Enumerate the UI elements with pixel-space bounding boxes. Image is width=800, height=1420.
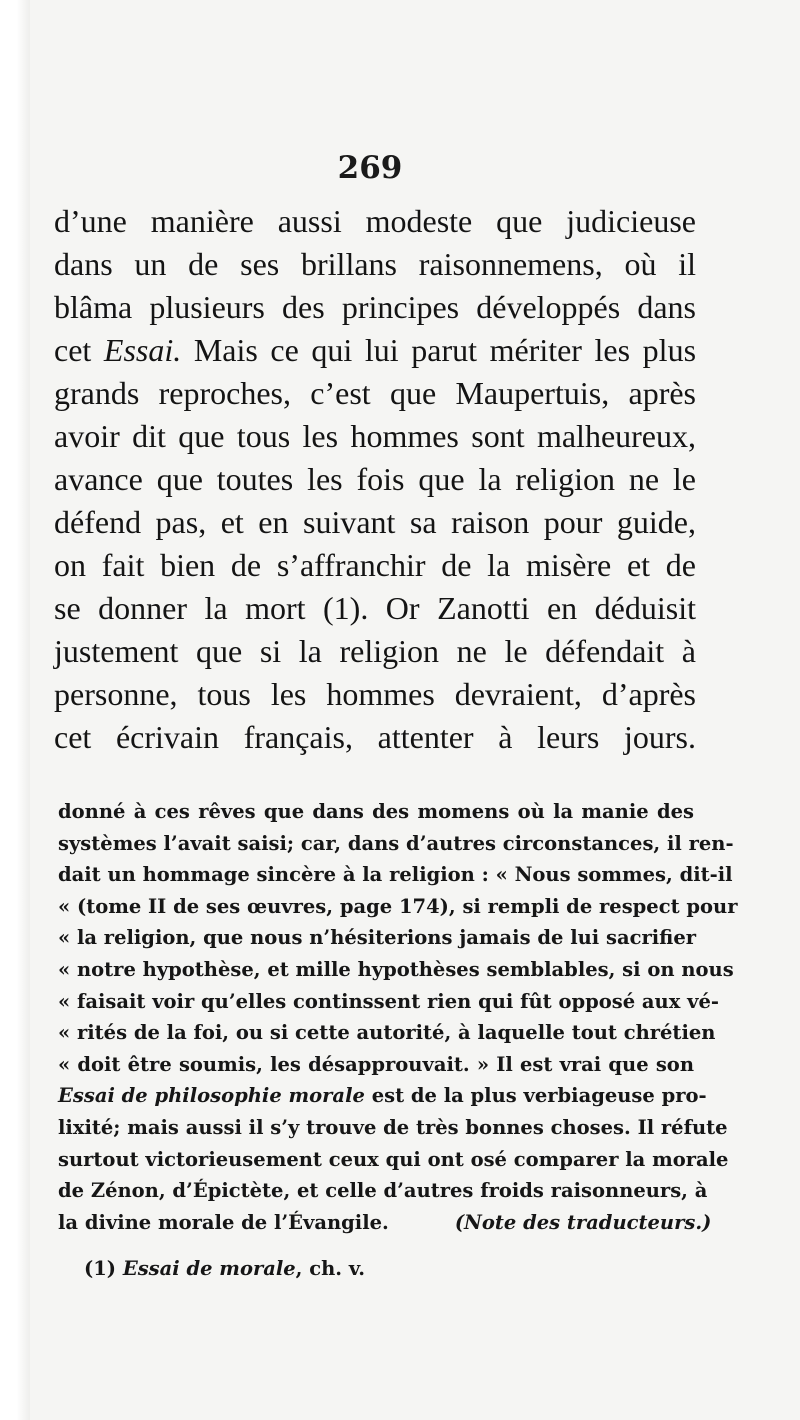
main-line: défend pas, et en suivant sa raison pour guide,	[54, 504, 696, 540]
main-line: d’une manière aussi modeste que judicieuse	[54, 203, 696, 239]
footnote-line: « la religion, que nous n’hésiterions jamais de lui sacrifier	[58, 926, 696, 950]
footnote-line: « faisait voir qu’elles continssent rien qui fût opposé aux vé-	[58, 989, 719, 1013]
main-paragraph	[54, 200, 696, 759]
footnote-reference	[84, 1257, 365, 1280]
page-number: 269	[337, 150, 403, 186]
footnote-line: « (tome II de ses œuvres, page 174), si rempli de respect pour	[58, 894, 738, 918]
main-line: dans un de ses brillans raisonnemens, où il	[54, 246, 696, 282]
footnote-line: « rités de la foi, ou si cette autorité, à laquelle tout chrétien	[58, 1021, 716, 1045]
footnote-line: systèmes l’avait saisi; car, dans d’autres circonstances, il ren-	[58, 831, 734, 855]
footnote-ref-number: (1)	[84, 1257, 117, 1280]
footnote-continuation	[58, 796, 738, 1238]
footnote-line: surtout victorieusement ceux qui ont osé comparer la morale	[58, 1147, 729, 1171]
main-line: justement que si la religion ne le défendait à	[54, 633, 696, 669]
page-edge	[0, 0, 30, 1420]
main-line-with-italic	[54, 329, 696, 372]
italic-title-essai-philosophie: Essai de philosophie morale	[58, 1084, 365, 1108]
main-line: on fait bien de s’affranchir de la misère et de	[54, 547, 696, 583]
footnote-line: de Zénon, d’Épictète, et celle d’autres froids raisonneurs, à	[58, 1179, 708, 1203]
main-line: avoir dit que tous les hommes sont malheureux,	[54, 418, 696, 454]
main-line-prefix: cet	[54, 332, 104, 368]
footnote-ref-rest: , ch. v.	[295, 1257, 366, 1280]
footnote-line-last	[58, 1207, 712, 1239]
footnote-ref-title: Essai de morale	[122, 1257, 296, 1280]
main-line: personne, tous les hommes devraient, d’après	[54, 676, 696, 712]
footnote-line-rest: est de la plus verbiageuse pro-	[371, 1084, 707, 1108]
italic-title-essai: Essai.	[103, 332, 182, 368]
footnote-line: dait un hommage sincère à la religion : « Nous sommes, dit-il	[58, 863, 733, 887]
footnote-line: « doit être soumis, les désapprouvait. » Il est vrai que son	[58, 1052, 694, 1076]
footnote-line: donné à ces rêves que dans des momens où la manie des	[58, 800, 694, 823]
footnote-line-final: la divine morale de l’Évangile.	[58, 1210, 389, 1234]
main-line-rest: Mais ce qui lui parut mériter les plus	[193, 332, 697, 368]
main-line: avance que toutes les fois que la religion ne le	[54, 461, 696, 497]
footnote-line: lixité; mais aussi il s’y trouve de très bonnes choses. Il réfute	[58, 1115, 728, 1139]
translator-note: (Note des traducteurs.)	[454, 1210, 712, 1234]
main-line: se donner la mort (1). Or Zanotti en déduisit	[54, 590, 696, 626]
footnote-line: « notre hypothèse, et mille hypothèses semblables, si on nous	[58, 957, 734, 981]
main-line: grands reproches, c’est que Maupertuis, après	[54, 375, 696, 411]
footnote-line-with-italic	[58, 1080, 707, 1112]
main-line: cet écrivain français, attenter à leurs jours.	[54, 719, 696, 755]
main-line: blâma plusieurs des principes développés dans	[54, 289, 696, 325]
